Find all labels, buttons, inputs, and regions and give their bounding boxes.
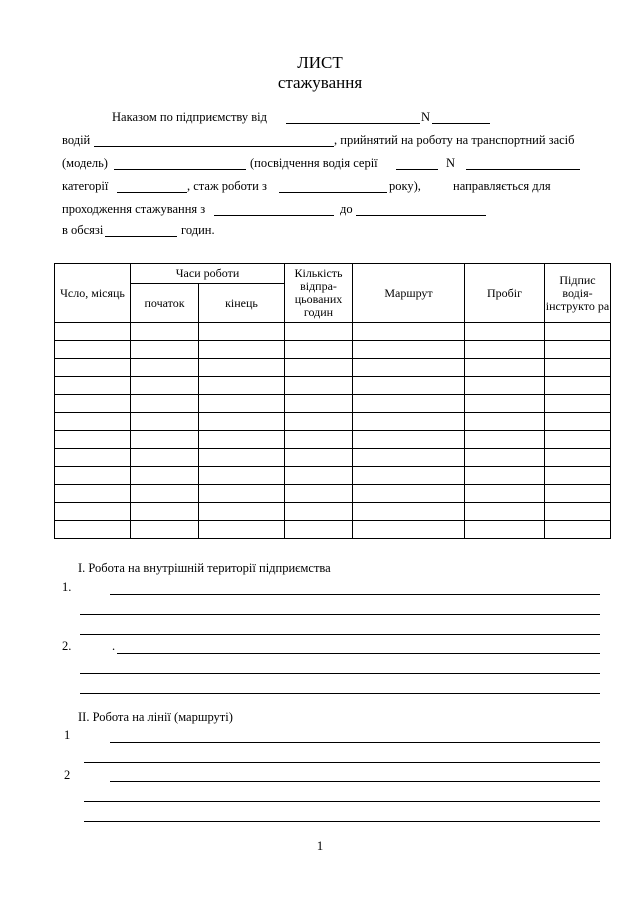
table-cell[interactable] <box>55 359 131 377</box>
table-cell[interactable] <box>55 521 131 539</box>
table-row <box>55 485 611 503</box>
section-2-item-2-line-3[interactable] <box>84 821 600 822</box>
header-mileage: Пробіг <box>465 264 545 323</box>
table-cell[interactable] <box>199 485 285 503</box>
volume-label: в обсязі <box>62 223 104 237</box>
section-2-item-1-line[interactable] <box>110 742 600 743</box>
directed-label: направляється для <box>453 179 551 193</box>
table-cell[interactable] <box>285 323 353 341</box>
page-number: 1 <box>316 838 324 853</box>
section-1-item-2-number: 2. <box>62 639 72 653</box>
order-date-label: Наказом по підприємству від <box>112 110 268 124</box>
license-number-label: N <box>446 156 456 170</box>
table-cell[interactable] <box>545 467 611 485</box>
table-cell[interactable] <box>465 503 545 521</box>
table-row <box>55 467 611 485</box>
section-2-item-2-line[interactable] <box>110 781 600 782</box>
table-cell[interactable] <box>199 395 285 413</box>
table-cell[interactable] <box>131 485 199 503</box>
table-cell[interactable] <box>465 521 545 539</box>
table-cell[interactable] <box>353 485 465 503</box>
table-cell[interactable] <box>55 503 131 521</box>
table-cell[interactable] <box>285 359 353 377</box>
table-cell[interactable] <box>465 449 545 467</box>
category-label: категорії <box>62 179 109 193</box>
document-title: ЛИСТ <box>297 53 343 72</box>
table-cell[interactable] <box>131 413 199 431</box>
internship-to-field[interactable] <box>356 215 486 216</box>
table-cell[interactable] <box>199 377 285 395</box>
table-cell[interactable] <box>353 503 465 521</box>
model-label: (модель) <box>62 156 108 170</box>
table-cell[interactable] <box>545 485 611 503</box>
table-cell[interactable] <box>131 395 199 413</box>
license-number-field[interactable] <box>466 169 580 170</box>
internship-table <box>54 263 611 539</box>
header-end: кінець <box>199 284 285 323</box>
table-row <box>55 395 611 413</box>
table-cell[interactable] <box>465 341 545 359</box>
table-cell[interactable] <box>55 449 131 467</box>
table-cell[interactable] <box>545 503 611 521</box>
table-cell[interactable] <box>545 431 611 449</box>
license-series-field[interactable] <box>396 169 438 170</box>
table-cell[interactable] <box>353 467 465 485</box>
internship-to-label: до <box>340 202 353 216</box>
table-cell[interactable] <box>465 359 545 377</box>
table-row <box>55 521 611 539</box>
table-cell[interactable] <box>131 521 199 539</box>
experience-year-field[interactable] <box>279 192 387 193</box>
table-cell[interactable] <box>285 431 353 449</box>
table-cell[interactable] <box>199 503 285 521</box>
hired-text: , прийнятий на роботу на транспортний засіб <box>334 133 575 147</box>
table-cell[interactable] <box>199 521 285 539</box>
table-cell[interactable] <box>545 341 611 359</box>
table-cell[interactable] <box>545 521 611 539</box>
table-cell[interactable] <box>199 449 285 467</box>
table-cell[interactable] <box>545 359 611 377</box>
order-number-field[interactable] <box>432 123 490 124</box>
table-cell[interactable] <box>353 377 465 395</box>
table-cell[interactable] <box>55 395 131 413</box>
table-cell[interactable] <box>55 467 131 485</box>
table-cell[interactable] <box>131 449 199 467</box>
table-cell[interactable] <box>465 431 545 449</box>
section-1-item-1-line-2[interactable] <box>80 614 600 615</box>
section-2-heading: ІІ. Робота на лінії (маршруті) <box>78 710 233 724</box>
section-1-item-1-number: 1. <box>62 580 72 594</box>
table-cell[interactable] <box>131 503 199 521</box>
internship-from-field[interactable] <box>214 215 334 216</box>
table-cell[interactable] <box>131 467 199 485</box>
table-cell[interactable] <box>199 467 285 485</box>
section-2-item-1-line-2[interactable] <box>84 762 600 763</box>
table-cell[interactable] <box>285 467 353 485</box>
section-2-item-2-line-2[interactable] <box>84 801 600 802</box>
table-cell[interactable] <box>199 341 285 359</box>
table-cell[interactable] <box>353 359 465 377</box>
table-cell[interactable] <box>465 395 545 413</box>
header-start: початок <box>131 284 199 323</box>
table-cell[interactable] <box>353 323 465 341</box>
table-cell[interactable] <box>465 485 545 503</box>
driver-name-field[interactable] <box>94 146 334 147</box>
header-date: Чсло, місяць <box>55 264 131 323</box>
table-row <box>55 431 611 449</box>
table-cell[interactable] <box>131 323 199 341</box>
table-cell[interactable] <box>285 503 353 521</box>
license-series-label: (посвідчення водія серії <box>250 156 378 170</box>
section-1-item-1-line-3[interactable] <box>80 634 600 635</box>
table-cell[interactable] <box>353 413 465 431</box>
table-cell[interactable] <box>285 377 353 395</box>
table-cell[interactable] <box>55 323 131 341</box>
table-cell[interactable] <box>55 431 131 449</box>
table-cell[interactable] <box>55 413 131 431</box>
table-cell[interactable] <box>465 377 545 395</box>
table-cell[interactable] <box>545 413 611 431</box>
section-2-item-2-number: 2 <box>64 768 71 782</box>
section-1-item-2-line-2[interactable] <box>80 673 600 674</box>
table-cell[interactable] <box>285 449 353 467</box>
table-cell[interactable] <box>353 341 465 359</box>
header-signature: Підпис водія-інструкто ра <box>545 264 611 323</box>
table-cell[interactable] <box>353 521 465 539</box>
table-cell[interactable] <box>199 359 285 377</box>
internship-from-label: проходження стажування з <box>62 202 206 216</box>
header-work-hours: Часи роботи <box>131 264 285 284</box>
table-cell[interactable] <box>285 413 353 431</box>
table-cell[interactable] <box>545 323 611 341</box>
category-field[interactable] <box>117 192 187 193</box>
table-cell[interactable] <box>285 521 353 539</box>
table-row <box>55 449 611 467</box>
table-row <box>55 323 611 341</box>
table-cell[interactable] <box>131 341 199 359</box>
table-cell[interactable] <box>353 449 465 467</box>
table-cell[interactable] <box>285 395 353 413</box>
table-cell[interactable] <box>545 395 611 413</box>
table-row <box>55 359 611 377</box>
order-number-label: N <box>421 110 431 124</box>
table-cell[interactable] <box>55 341 131 359</box>
table-cell[interactable] <box>465 323 545 341</box>
table-cell[interactable] <box>131 359 199 377</box>
document-subtitle: стажування <box>277 73 363 92</box>
table-row <box>55 377 611 395</box>
table-cell[interactable] <box>199 323 285 341</box>
table-cell[interactable] <box>55 485 131 503</box>
section-1-item-1-line[interactable] <box>110 594 600 595</box>
table-row <box>55 341 611 359</box>
table-cell[interactable] <box>545 449 611 467</box>
table-cell[interactable] <box>285 341 353 359</box>
table-cell[interactable] <box>55 377 131 395</box>
section-1-item-2-dot: . <box>112 639 116 653</box>
order-date-field[interactable] <box>286 123 420 124</box>
section-1-heading: І. Робота на внутрішній території підприємства <box>78 561 331 575</box>
section-1-item-2-line-3[interactable] <box>80 693 600 694</box>
vehicle-model-field[interactable] <box>114 169 246 170</box>
table-cell[interactable] <box>545 377 611 395</box>
table-cell[interactable] <box>199 431 285 449</box>
experience-label: , стаж роботи з <box>187 179 267 193</box>
table-cell[interactable] <box>353 431 465 449</box>
section-1-item-2-line[interactable] <box>117 653 600 654</box>
table-cell[interactable] <box>199 413 285 431</box>
table-cell[interactable] <box>285 485 353 503</box>
table-cell[interactable] <box>465 413 545 431</box>
table-row <box>55 413 611 431</box>
table-cell[interactable] <box>131 431 199 449</box>
table-cell[interactable] <box>353 395 465 413</box>
volume-hours-field[interactable] <box>105 236 177 237</box>
header-worked-hours: Кількість відпра-цьованих годин <box>285 264 353 323</box>
table-cell[interactable] <box>465 467 545 485</box>
table-row <box>55 503 611 521</box>
table-cell[interactable] <box>131 377 199 395</box>
header-route: Маршрут <box>353 264 465 323</box>
year-label: року), <box>389 179 421 193</box>
driver-label: водій <box>62 133 91 147</box>
hours-label: годин. <box>181 223 215 237</box>
section-2-item-1-number: 1 <box>64 728 71 742</box>
